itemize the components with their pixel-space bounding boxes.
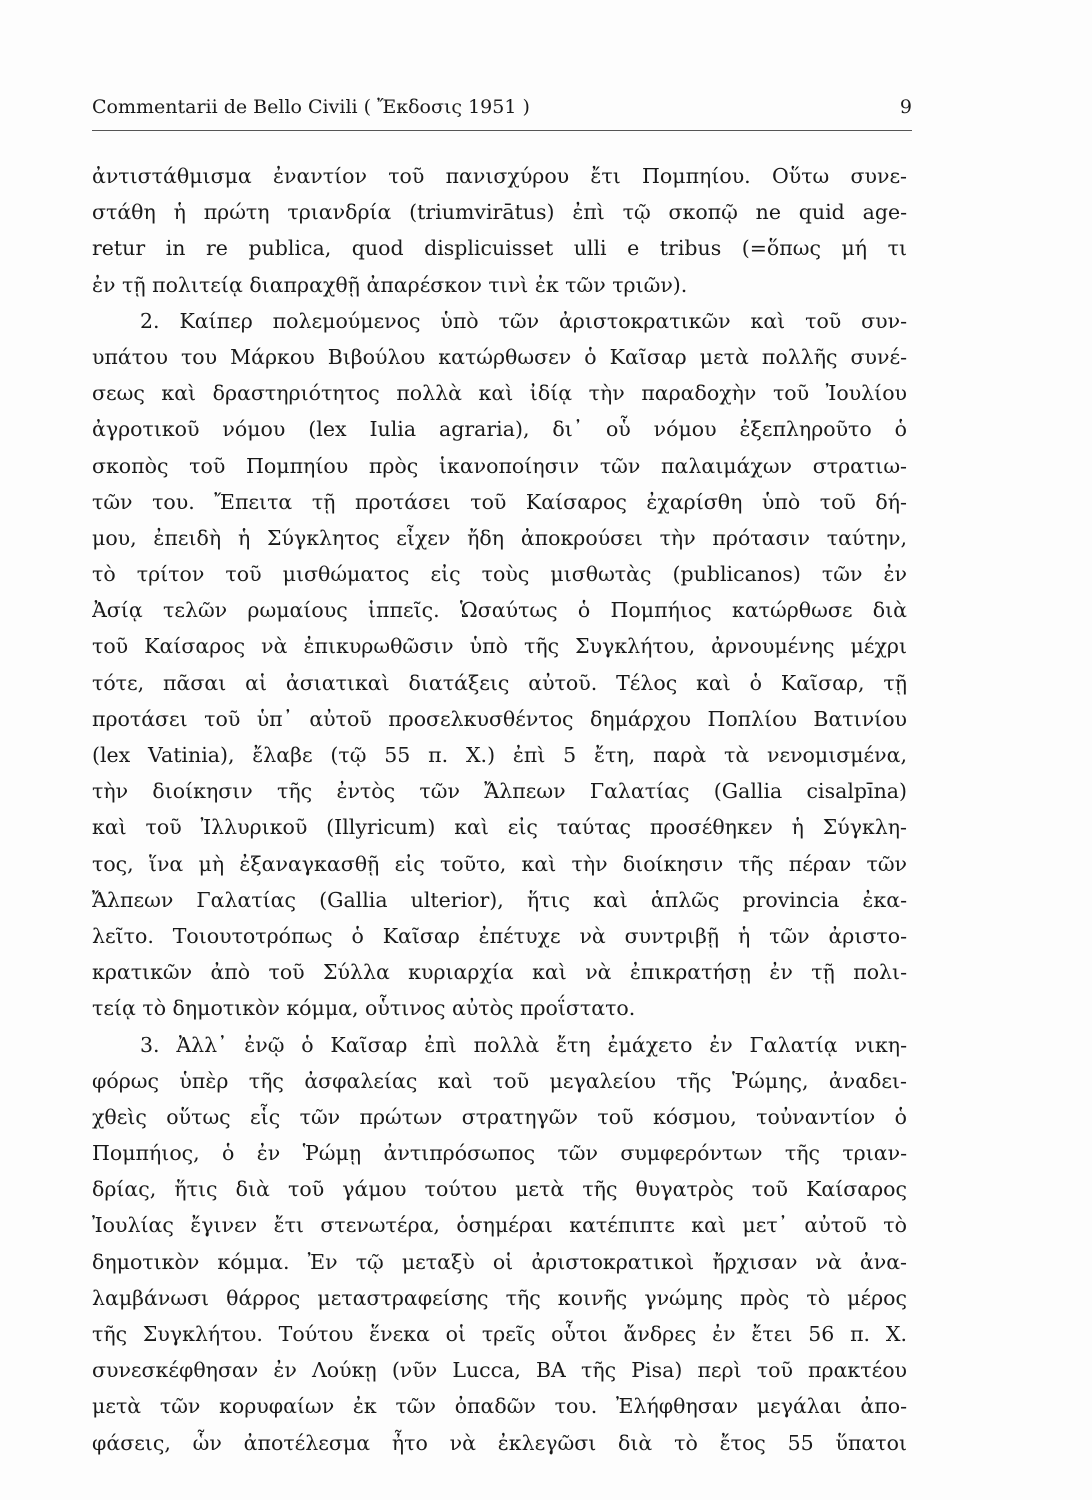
text-line: σεως καὶ δραστηριότητος πολλὰ καὶ ἰδίᾳ τὴν παραδοχὴν τοῦ Ἰουλίου — [92, 381, 907, 406]
text-line: Ἄλπεων Γαλατίας (Gallia ulterior), ἥτις καὶ ἁπλῶς provincia ἐκα- — [92, 887, 907, 912]
text-line: υπάτου του Μάρκου Βιβούλου κατώρθωσεν ὁ Καῖσαρ μετὰ πολλῆς συνέ- — [92, 344, 907, 369]
text-line: λαμβάνωσι θάρρος μεταστραφείσης τῆς κοινῆς γνώμης πρὸς τὸ μέρος — [92, 1285, 907, 1310]
text-line: μου, ἐπειδὴ ἡ Σύγκλητος εἶχεν ἤδη ἀποκρούσει τὴν πρότασιν ταύτην, — [92, 525, 907, 550]
text-line: σκοπὸς τοῦ Πομπηίου πρὸς ἱκανοποίησιν τῶν παλαιμάχων στρατιω- — [92, 453, 907, 478]
text-line: τείᾳ τὸ δημοτικὸν κόμμα, οὗτινος αὐτὸς προΐστατο. — [92, 996, 636, 1021]
text-line: retur in re publica, quod displicuisset ulli e tribus (=ὅπως μή τι — [92, 236, 907, 261]
paragraph-first-line: 2. Καίπερ πολεμούμενος ὑπὸ τῶν ἀριστοκρατικῶν καὶ τοῦ συν- — [140, 308, 907, 333]
text-line: λεῖτο. Τοιουτοτρόπως ὁ Καῖσαρ ἐπέτυχε νὰ συντριβῇ ἡ τῶν ἀριστο- — [92, 923, 907, 948]
running-title: Commentarii de Bello Civili ( Ἔκδοσις 1951 ) — [92, 96, 530, 118]
text-line: Πομπήιος, ὁ ἐν Ῥώμῃ ἀντιπρόσωπος τῶν συμφερόντων τῆς τριαν- — [92, 1141, 907, 1166]
text-line: χθεὶς οὕτως εἷς τῶν πρώτων στρατηγῶν τοῦ κόσμου, τοὐναντίον ὁ — [92, 1104, 907, 1129]
header-rule — [92, 130, 912, 131]
text-line: τὴν διοίκησιν τῆς ἐντὸς τῶν Ἄλπεων Γαλατίας (Gallia cisalpīna) — [92, 779, 907, 804]
text-line: στάθη ἡ πρώτη τριανδρία (triumvirātus) ἐπὶ τῷ σκοπῷ ne quid age- — [92, 200, 907, 225]
text-line: τότε, πᾶσαι αἱ ἀσιατικαὶ διατάξεις αὐτοῦ. Τέλος καὶ ὁ Καῖσαρ, τῇ — [92, 670, 907, 695]
body-text — [92, 158, 907, 1461]
text-line: δρίας, ἥτις διὰ τοῦ γάμου τούτου μετὰ τῆς θυγατρὸς τοῦ Καίσαρος — [92, 1177, 907, 1202]
text-line: ἀγροτικοῦ νόμου (lex Iulia agraria), δι᾽ οὗ νόμου ἐξεπληροῦτο ὁ — [92, 417, 907, 442]
text-line: τος, ἵνα μὴ ἐξαναγκασθῇ εἰς τοῦτο, καὶ τὴν διοίκησιν τῆς πέραν τῶν — [92, 851, 907, 876]
text-line: συνεσκέφθησαν ἐν Λούκῃ (νῦν Lucca, ΒΑ τῆς Pisa) περὶ τοῦ πρακτέου — [92, 1358, 907, 1383]
paragraph-first-line: 3. Ἀλλ᾽ ἐνῷ ὁ Καῖσαρ ἐπὶ πολλὰ ἔτη ἐμάχετο ἐν Γαλατίᾳ νικη- — [140, 1032, 907, 1057]
text-line: ἀντιστάθμισμα ἐναντίον τοῦ πανισχύρου ἔτι Πομπηίου. Οὕτω συνε- — [92, 164, 907, 188]
text-line: κρατικῶν ἀπὸ τοῦ Σύλλα κυριαρχία καὶ νὰ ἐπικρατήσῃ ἐν τῇ πολι- — [92, 960, 907, 985]
text-line: τῶν του. Ἔπειτα τῇ προτάσει τοῦ Καίσαρος ἐχαρίσθη ὑπὸ τοῦ δή- — [92, 489, 907, 514]
text-line: τοῦ Καίσαρος νὰ ἐπικυρωθῶσιν ὑπὸ τῆς Συγκλήτου, ἀρνουμένης μέχρι — [92, 634, 907, 659]
page-number: 9 — [899, 96, 912, 118]
text-line: τῆς Συγκλήτου. Τούτου ἕνεκα οἱ τρεῖς οὗτοι ἄνδρες ἐν ἔτει 56 π. Χ. — [92, 1322, 907, 1346]
text-line: φάσεις, ὧν ἀποτέλεσμα ἦτο νὰ ἐκλεγῶσι διὰ τὸ ἔτος 55 ὕπατοι — [92, 1430, 907, 1455]
text-line: προτάσει τοῦ ὑπ᾽ αὐτοῦ προσελκυσθέντος δημάρχου Ποπλίου Βατινίου — [92, 706, 907, 731]
text-line: ἐν τῇ πολιτείᾳ διαπραχθῇ ἀπαρέσκον τινὶ ἐκ τῶν τριῶν). — [92, 272, 688, 297]
running-header — [92, 96, 912, 126]
text-line: Ἀσίᾳ τελῶν ρωμαίους ἱππεῖς. Ὡσαύτως ὁ Πομπήιος κατώρθωσε διὰ — [92, 598, 907, 623]
text-line: φόρως ὑπὲρ τῆς ἀσφαλείας καὶ τοῦ μεγαλείου τῆς Ῥώμης, ἀναδει- — [92, 1068, 907, 1093]
text-line: τὸ τρίτον τοῦ μισθώματος εἰς τοὺς μισθωτὰς (publicanos) τῶν ἐν — [92, 562, 907, 587]
text-line: Ἰουλίας ἔγινεν ἔτι στενωτέρα, ὁσημέραι κατέπιπτε καὶ μετ᾽ αὐτοῦ τὸ — [92, 1213, 907, 1238]
text-line: καὶ τοῦ Ἰλλυρικοῦ (Illyricum) καὶ εἰς ταύτας προσέθηκεν ἡ Σύγκλη- — [92, 815, 907, 840]
text-line: μετὰ τῶν κορυφαίων ἐκ τῶν ὀπαδῶν του. Ἐλήφθησαν μεγάλαι ἀπο- — [92, 1394, 907, 1419]
text-line: δημοτικὸν κόμμα. Ἐν τῷ μεταξὺ οἱ ἀριστοκρατικοὶ ἤρχισαν νὰ ἀνα- — [92, 1249, 907, 1274]
text-line: (lex Vatinia), ἔλαβε (τῷ 55 π. Χ.) ἐπὶ 5 ἔτη, παρὰ τὰ νενομισμένα, — [92, 743, 907, 767]
